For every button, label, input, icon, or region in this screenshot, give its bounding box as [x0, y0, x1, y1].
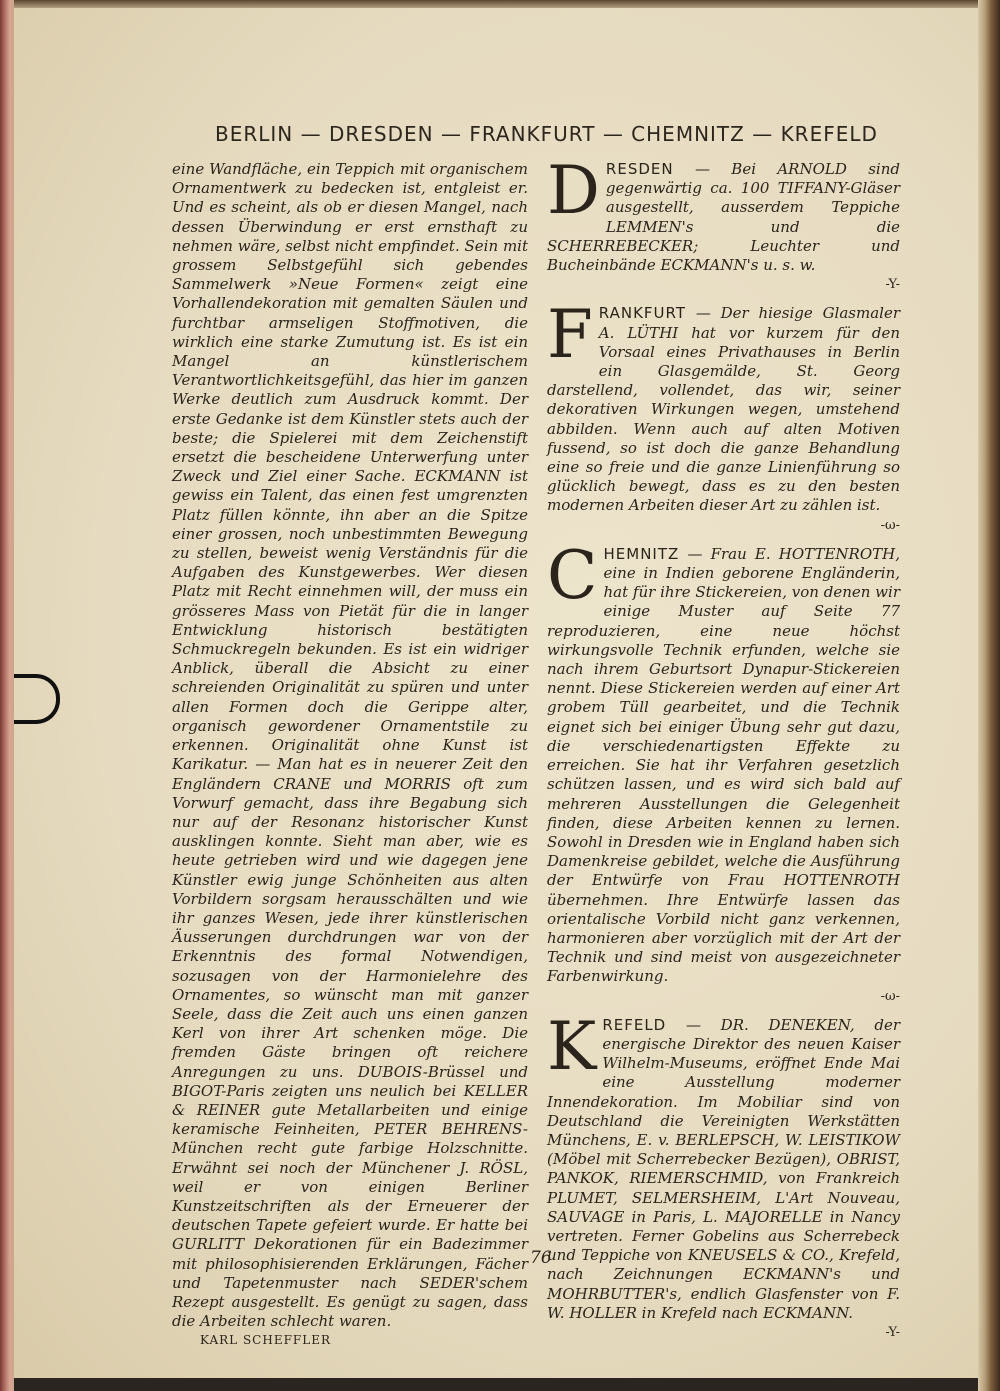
section-lead: HEMNITZ: [603, 544, 680, 563]
section-dresden: [547, 152, 900, 294]
left-column-text: eine Wandfläche, ein Teppich mit organischem Ornamentwerk zu bedecken ist, entgleist er. Und es scheint, als ob er diesen Mangel, nach dessen Überwindung er erst ernsthaft zu nehmen wäre, selbst nicht empfindet. Sein mit grossem Selbstgefühl sich gebendes Sammelwerk »Neue Formen« zeigt eine Vorhallendekoration mit gemalten Säulen und furchtbar armseligen Stoffmotiven, die wirklich eine starke Zumutung ist. Es ist ein Mangel an künstlerischem Verantwortlichkeitsgefühl, das hier im ganzen Werke deutlich zum Ausdruck kommt. Der erste Gedanke ist dem Künstler stets auch der beste; die Spielerei mit dem Zeichenstift ersetzt die bescheidene Unterwerfung unter Zweck und Ziel einer Sache. ECKMANN ist gewiss ein Talent, das einen fest umgrenzten Platz füllen könnte, ihn aber an die Spitze einer grossen, noch unbestimmten Bewegung zu stellen, beweist wenig Verständnis für die Aufgaben des Kunstgewerbes. Wer diesen Platz mit Recht einnehmen will, der muss ein grösseres Mass von Pietät für die in langer Entwicklung historisch bestätigten Schmuckregeln bekunden. Es ist ein widriger Anblick, überall die Absicht zu einer schreienden Originalität zu spüren und unter allen Formen doch die Gerippe alter, organisch gewordener Ornamentstile zu erkennen. Originalität ohne Kunst ist Karikatur. — Man hat es in neuerer Zeit den Engländern CRANE und MORRIS oft zum Vorwurf gemacht, dass ihre Begabung sich nur auf der Resonanz historischer Kunst ausklingen konnte. Sieht man aber, wie es heute getrieben wird und wie dagegen jene Künstler ewig junge Schönheiten aus alten Vorbildern sorgsam herausschälten und wie ihr ganzes Wesen, jede ihrer künstlerischen Äusserungen durchdrungen war von der Erkenntnis des formal Notwendigen, sozusagen von der Harmonielehre des Ornamentes, so wünscht man mit ganzer Seele, dass die Zeit auch uns einen ganzen Kerl von ihrer Art schenken möge. Die fremden Gäste bringen oft reichere Anregungen zu uns. DUBOIS-Brüssel und BIGOT-Paris zeigten uns neulich bei KELLER & REINER gute Metallarbeiten und einige keramische Feinheiten, PETER BEHRENS-München recht gute farbige Holzschnitte. Erwähnt sei noch der Münchener J. RÖSL, weil er von einigen Berliner Kunstzeitschriften als der Erneuerer der deutschen Tapete gefeiert wurde. Er hatte bei GURLITT Dekorationen für ein Badezimmer mit philosophisierenden Erklärungen, Fächer und Tapetenmuster nach SEDER'schem Rezept ausgestellt. Es genügt zu sagen, dass die Arbeiten schlecht waren.: [172, 160, 528, 1331]
dropcap: D: [547, 152, 600, 229]
running-head: BERLIN — DRESDEN — FRANKFURT — CHEMNITZ — KREFELD: [215, 122, 878, 146]
dropcap: F: [547, 296, 593, 374]
section-lead: RESDEN: [605, 160, 674, 178]
section-end-mark: -ω-: [880, 988, 900, 1004]
section-chemnitz: [547, 536, 900, 1006]
section-text: — Bei ARNOLD sind gegenwärtig ca. 100 TIFFANY-Gläser ausgestellt, ausserdem Teppiche LEMMEN's und die SCHERREBECKER; Leuchter und Bucheinbände ECKMANN's u. s. w.: [547, 160, 900, 275]
section-end-mark: -Y-: [885, 277, 900, 293]
binder-clip: [14, 674, 60, 724]
section-frankfurt: [547, 296, 900, 534]
page-fore-edge: [978, 0, 1000, 1391]
right-column: [547, 152, 900, 1342]
section-text: — Frau E. HOTTENROTH, eine in Indien geborene Engländerin, hat für ihre Stickereien, von denen wir einige Muster auf Seite 77 reproduzieren, eine neue höchst wirkungsvolle Technik erfunden, welche sie nach ihrem Geburtsort Dynapur-Stickereien nennt. Diese Stickereien werden auf einer Art grobem Tüll gearbeitet, und die Technik eignet sich bei einiger Übung sehr gut dazu, die verschiedenartigsten Effekte zu erreichen. Sie hat ihr Verfahren gesetzlich schützen lassen, und es wird sich bald auf mehreren Ausstellungen die Gelegenheit finden, diese Arbeiten kennen zu lernen. Sowohl in Dresden wie in England haben sich Damenkreise gebildet, welche die Ausführung der Entwürfe von Frau HOTTENROTH übernehmen. Ihre Entwürfe lassen das orientalische Vorbild nicht ganz verkennen, harmonieren aber vorzüglich mit der Art der Technik und sind meist von ausgezeichneter Farbenwirkung.: [547, 544, 900, 986]
dropcap: K: [547, 1007, 597, 1085]
section-lead: RANKFURT: [598, 304, 687, 323]
page-number: 76: [530, 1248, 552, 1268]
section-text: — DR. DENEKEN, der energische Direktor des neuen Kaiser Wilhelm-Museums, eröffnet Ende Mai eine Ausstellung moderner Innendekoration. Im Mobiliar sind von Deutschland die Vereinigten Werkstätten Münchens, E. v. BERLEPSCH, W. LEISTIKOW (Möbel mit Scherrebecker Bezügen), OBRIST, PANKOK, RIEMERSCHMID, von Frankreich PLUMET, SELMERSHEIM, L'Art Nouveau, SAUVAGE in Paris, L. MAJORELLE in Nancy vertreten. Ferner Gobelins aus Scherrebeck und Teppiche von KNEUSELS & CO., Krefeld, nach Zeichnungen ECKMANN's und MOHRBUTTER's, endlich Glasfenster von F. W. HOLLER in Krefeld nach ECKMANN.: [547, 1015, 900, 1322]
author-signature: KARL SCHEFFLER: [200, 1333, 332, 1348]
section-krefeld: [547, 1007, 900, 1342]
section-lead: REFELD: [602, 1015, 667, 1034]
dropcap: C: [547, 536, 598, 614]
book-spine-edge: [0, 0, 14, 1391]
section-end-mark: -Y-: [885, 1324, 900, 1340]
section-end-mark: -ω-: [880, 517, 900, 533]
left-column: [172, 160, 528, 1351]
section-text: — Der hiesige Glasmaler A. LÜTHI hat vor kurzem für den Vorsaal eines Privathauses in Berlin ein Glasgemälde, St. Georg darstellend, vollendet, das wir, seiner dekorativen Wirkungen wegen, umstehend abbilden. Wenn auch auf alten Motiven fussend, so ist doch die ganze Behandlung eine so freie und die ganze Linienführung so glücklich bewegt, dass es zu den besten modernen Arbeiten dieser Art zu zählen ist.: [547, 304, 900, 515]
